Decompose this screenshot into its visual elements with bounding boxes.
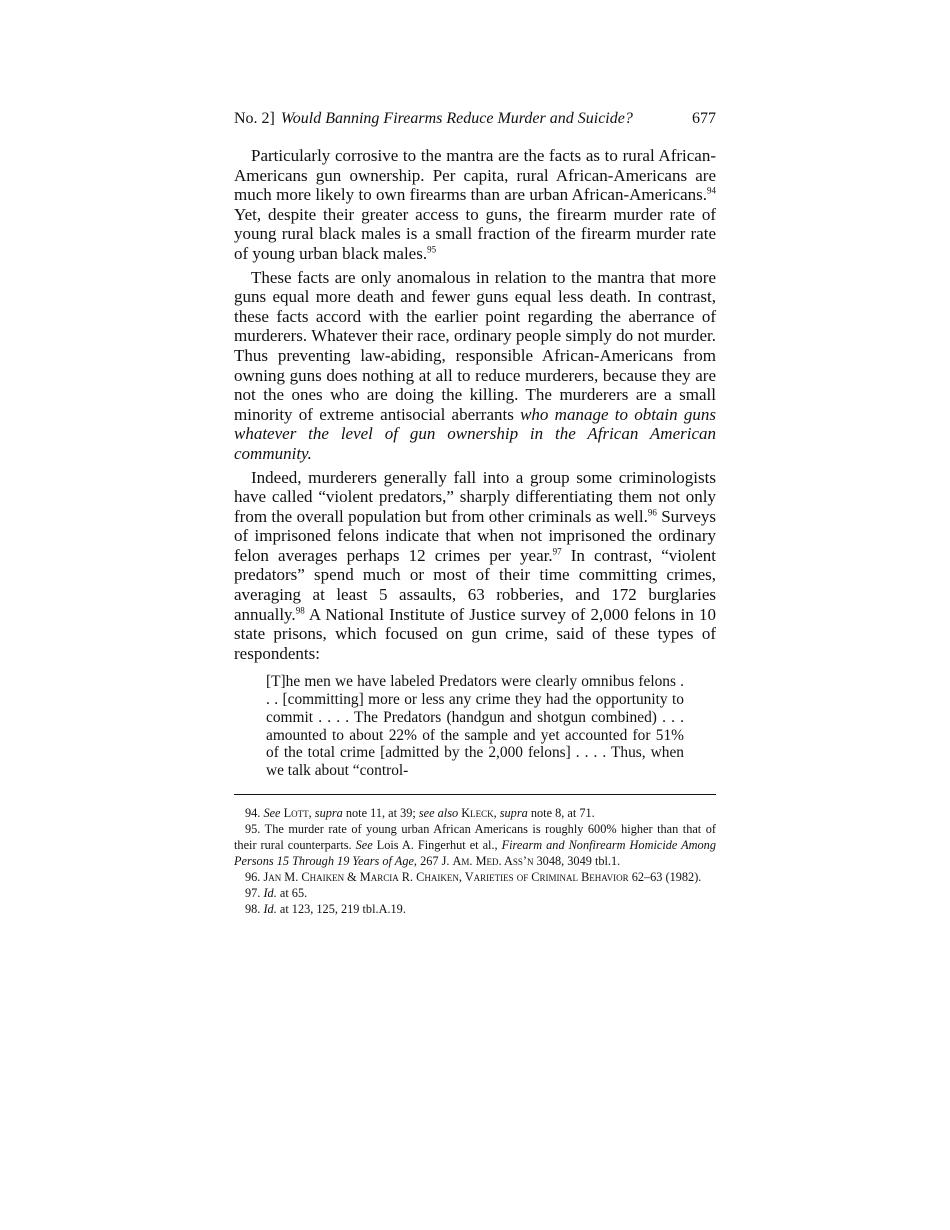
footnotes xyxy=(234,805,716,917)
footnote-97-pages: at 65. xyxy=(276,885,308,900)
paragraph-1-text-b: Yet, despite their greater access to guns, the firearm murder rate of young rural black males is a small fraction of the firearm murder rate of young urban black males. xyxy=(234,204,716,263)
footnote-ref-96[interactable]: 96 xyxy=(647,507,657,518)
footnote-divider xyxy=(234,794,716,795)
footnote-98-pages: at 123, 125, 219 tbl.A.19. xyxy=(276,901,406,916)
footnote-94-author-2: Kleck xyxy=(458,805,494,820)
footnote-95 xyxy=(234,821,716,869)
paragraph-3 xyxy=(234,468,716,664)
paragraph-1 xyxy=(234,146,716,264)
paragraph-3-text-b: Surveys of imprisoned felons indicate that when not imprisoned the ordinary felon averages perhaps 12 crimes per year. xyxy=(234,506,716,565)
paragraph-3-text-a: Indeed, murderers generally fall into a group some criminologists have called “violent predators,” sharply differentiating them not only from the overall population but from other criminals as well. xyxy=(234,467,716,526)
issue-number: No. 2] xyxy=(234,110,275,127)
footnote-95-text-d: 3048, 3049 tbl.1. xyxy=(533,853,621,868)
footnote-ref-98[interactable]: 98 xyxy=(295,605,305,615)
article-title: Would Banning Firearms Reduce Murder and Suicide? xyxy=(280,110,633,127)
paragraph-3-text-d: A National Institute of Justice survey of 2,000 felons in 10 state prisons, which focused on gun crime, said of these types of respondents: xyxy=(234,604,716,663)
footnote-97 xyxy=(234,885,716,901)
footnote-94 xyxy=(234,805,716,821)
footnote-95-article-title: Firearm and Nonfirearm Homicide Among Persons 15 Through 19 Years of Age xyxy=(234,837,716,868)
footnote-94-mid: note 11, at 39; xyxy=(342,805,419,820)
footnote-94-number: 94. xyxy=(245,805,264,820)
footnote-ref-95[interactable]: 95 xyxy=(427,244,437,255)
footnote-94-comma: , xyxy=(308,805,315,820)
footnote-96-pages: 62–63 (1982). xyxy=(628,869,702,884)
footnote-94-author: Lott xyxy=(280,805,309,820)
running-header xyxy=(234,108,716,130)
footnote-94-see-also: see also xyxy=(418,805,459,820)
paragraph-2-italic: who manage to obtain guns whatever the level of gun ownership in the African American community. xyxy=(234,404,716,463)
footnote-96-citation: Jan M. Chaiken & Marcia R. Chaiken, Varieties of Criminal Behavior xyxy=(263,869,629,884)
footnote-94-supra-2: supra xyxy=(499,805,528,820)
block-quote: [T]he men we have labeled Predators were clearly omnibus felons . . . [committing] more or less any crime they had the opportunity to commit . . . . The Predators (handgun and shotgun combined) . . . amounted to about 22% of the sample and yet accounted for 51% of the total crime [admitted by the 2,000 felons] . . . . Thus, when we talk about “control- xyxy=(266,673,684,779)
footnote-94-supra: supra xyxy=(314,805,343,820)
paragraph-2-text: These facts are only anomalous in relation to the mantra that more guns equal more death and fewer guns equal less death. In contrast, these facts accord with the earlier point regarding the aberrance of murderers. Whatever their race, ordinary people simply do not murder. Thus preventing law-abiding, responsible African-Americans from owning guns does nothing at all to reduce murderers, because they are not the ones who are doing the killing. The murderers are a small minority of extreme antisocial aberrants xyxy=(234,267,716,424)
footnote-95-text-a: 95. The murder rate of young urban African Americans is roughly 600% higher than that of their rural counterparts. xyxy=(234,821,716,852)
footnote-94-comma-2: , xyxy=(493,805,500,820)
body-text xyxy=(234,146,716,663)
paragraph-3-text-c: In contrast, “violent predators” spend much or most of their time committing crimes, averaging at least 5 assaults, 63 robberies, and 172 burglaries annually. xyxy=(234,545,716,624)
footnote-95-see: See xyxy=(355,837,373,852)
footnote-94-see: See xyxy=(263,805,281,820)
footnote-96-number: 96. xyxy=(245,869,264,884)
footnote-ref-94[interactable]: 94 xyxy=(707,185,716,196)
document-page xyxy=(234,108,716,917)
footnote-94-end: note 8, at 71. xyxy=(527,805,595,820)
footnote-95-journal: Am. Med. Ass’n xyxy=(452,853,534,868)
footnote-97-number: 97. xyxy=(245,885,264,900)
paragraph-1-text-a: Particularly corrosive to the mantra are the facts as to rural African-Americans gun ownership. Per capita, rural African-Americans are much more likely to own firearms than are urban African-Americans. xyxy=(234,146,716,205)
page-number: 677 xyxy=(692,110,716,127)
footnote-95-text-c: , 267 J. xyxy=(413,853,453,868)
footnote-98-id: Id. xyxy=(263,901,277,916)
footnote-95-text-b: Lois A. Fingerhut et al., xyxy=(372,837,502,852)
footnote-98-number: 98. xyxy=(245,901,264,916)
footnote-ref-97[interactable]: 97 xyxy=(552,546,562,557)
header-left xyxy=(234,108,633,130)
footnote-98 xyxy=(234,901,716,917)
paragraph-2 xyxy=(234,268,716,464)
footnote-96 xyxy=(234,869,716,885)
footnote-97-id: Id. xyxy=(263,885,277,900)
